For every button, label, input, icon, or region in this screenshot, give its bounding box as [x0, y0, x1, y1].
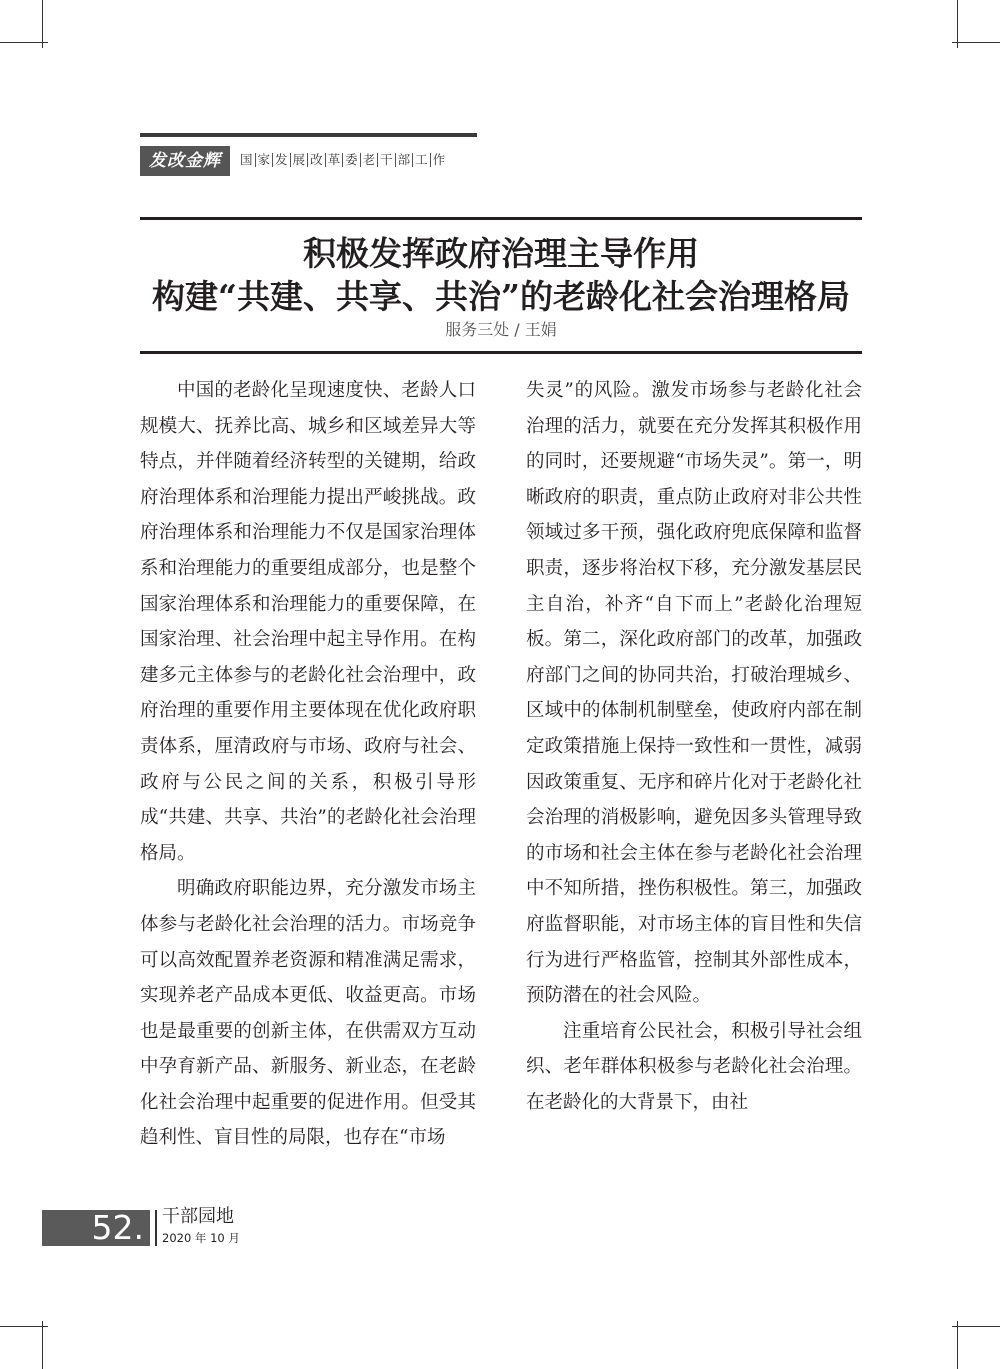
page-number: 52.: [42, 1210, 150, 1246]
org-char: 干: [378, 153, 396, 167]
paragraph: 中国的老龄化呈现速度快、老龄人口规模大、抚养比高、城乡和区域差异大等特点，并伴随着经济转型的关键期，给政府治理体系和治理能力提出严峻挑战。政府治理体系和治理能力不仅是国家治理体系和治理能力的重要组成部分，也是整个国家治理体系和治理能力的重要保障，在国家治理、社会治理中起主导作用。在构建多元主体参与的老龄化社会治理中，政府治理的重要作用主要体现在优化政府职责体系，厘清政府与市场、政府与社会、政府与公民之间的关系，积极引导形成“共建、共享、共治”的老龄化社会治理格局。: [140, 380, 476, 864]
footer-divider: [155, 1210, 157, 1246]
body-column-left: [140, 373, 476, 1156]
org-char: 委: [343, 153, 361, 167]
org-char: 老: [361, 153, 379, 167]
org-char: 部: [396, 153, 414, 167]
org-char: 工: [413, 153, 431, 167]
org-char: 家: [256, 153, 274, 167]
magazine-issue: 2020 年 10 月: [162, 1231, 240, 1245]
crop-mark: [957, 0, 958, 48]
article-title-line-1: 积极发挥政府治理主导作用: [303, 234, 699, 273]
crop-mark: [957, 1321, 958, 1369]
crop-mark: [952, 42, 1000, 43]
org-char: 作: [432, 152, 446, 167]
title-top-rule: [140, 217, 862, 220]
crop-mark: [42, 0, 43, 48]
crop-mark: [952, 1326, 1000, 1327]
org-char: 革: [326, 153, 344, 167]
org-char: 展: [291, 153, 309, 167]
title-bottom-rule: [140, 351, 862, 354]
paragraph: 注重培育公民社会，积极引导社会组织、老年群体积极参与老龄化社会治理。在老龄化的大背景下，由社: [526, 1020, 862, 1113]
section-tag: 发改金辉: [140, 146, 230, 176]
paragraph-continued: 失灵”的风险。激发市场参与老龄化社会治理的活力，就要在充分发挥其积极作用的同时，还要规避“市场失灵”。第一，明晰政府的职责，重点防止政府对非公共性领域过多干预，强化政府兜底保障和监督职责，逐步将治权下移，充分激发基层民主自治，补齐“自下而上”老龄化治理短板。第二，深化政府部门的改革，加强政府部门之间的协同共治，打破治理城乡、区域中的体制机制壁垒，使政府内部在制定政策措施上保持一致性和一贯性，减弱因政策重复、无序和碎片化对于老龄化社会治理的消极影响，避免因多头管理导致的市场和社会主体在参与老龄化社会治理中不知所措，挫伤积极性。第三，加强政府监督职能，对市场主体的盲目性和失信行为进行严格监管，控制其外部性成本，预防潜在的社会风险。: [526, 380, 862, 1007]
section-org: [238, 153, 447, 167]
crop-mark: [42, 1321, 43, 1369]
crop-mark: [0, 42, 48, 43]
org-char: 国: [238, 153, 256, 167]
crop-mark: [0, 1326, 48, 1327]
article-author: 服务三处 / 王娟: [445, 320, 557, 339]
body-column-right: [526, 373, 862, 1120]
article-title-line-2: 构建“共建、共享、共治”的老龄化社会治理格局: [152, 277, 850, 316]
org-char: 发: [273, 153, 291, 167]
org-char: 改: [308, 153, 326, 167]
magazine-name: 干部园地: [162, 1206, 234, 1227]
paragraph: 明确政府职能边界，充分激发市场主体参与老龄化社会治理的活力。市场竞争可以高效配置养老资源和精准满足需求，实现养老产品成本更低、收益更高。市场也是最重要的创新主体，在供需双方互动中孕育新产品、新服务、新业态，在老龄化社会治理中起重要的促进作用。但受其趋利性、盲目性的局限，也存在“市场: [140, 878, 476, 1149]
section-rule: [140, 133, 477, 137]
